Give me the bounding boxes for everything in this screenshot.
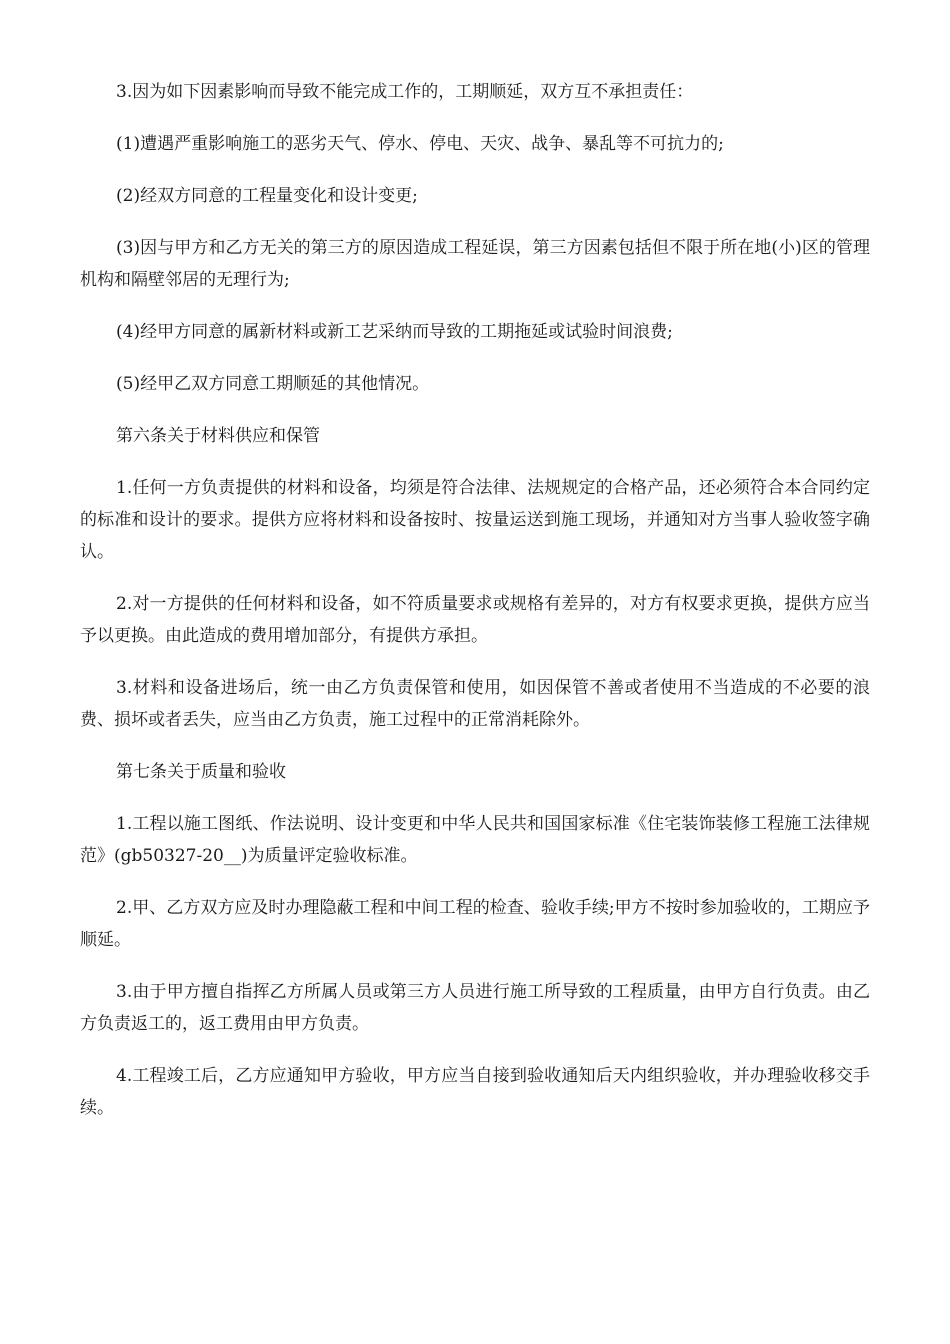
- article-7-clause-3: 3.由于甲方擅自指挥乙方所属人员或第三方人员进行施工所导致的工程质量，由甲方自行负责。由乙方负责返工的，返工费用由甲方负责。: [80, 982, 870, 1034]
- article-6-clause-3: 3.材料和设备进场后，统一由乙方负责保管和使用，如因保管不善或者使用不当造成的不必要的浪费、损坏或者丢失，应当由乙方负责，施工过程中的正常消耗除外。: [80, 678, 870, 730]
- document-body: [80, 76, 870, 1144]
- article-7-clause-2: 2.甲、乙方双方应及时办理隐蔽工程和中间工程的检查、验收手续;甲方不按时参加验收的，工期应予顺延。: [80, 898, 870, 950]
- item-2-design-change: (2)经双方同意的工程量变化和设计变更;: [116, 186, 418, 206]
- item-4-new-materials: (4)经甲方同意的属新材料或新工艺采纳而导致的工期拖延或试验时间浪费;: [116, 322, 673, 342]
- article-6-clause-1: 1.任何一方负责提供的材料和设备，均须是符合法律、法规规定的合格产品，还必须符合本合同约定的标准和设计的要求。提供方应将材料和设备按时、按量运送到施工现场，并通知对方当事人验收签字确认。: [80, 478, 870, 562]
- clause-3-delay-causes: 3.因为如下因素影响而导致不能完成工作的，工期顺延，双方互不承担责任：: [116, 82, 694, 102]
- article-6-clause-2: 2.对一方提供的任何材料和设备，如不符质量要求或规格有差异的，对方有权要求更换，提供方应当予以更换。由此造成的费用增加部分，有提供方承担。: [80, 594, 870, 646]
- article-7-clause-1: 1.工程以施工图纸、作法说明、设计变更和中华人民共和国国家标准《住宅装饰装修工程施工法律规范》(gb50327-20__)为质量评定验收标准。: [80, 814, 870, 866]
- item-5-other-cases: (5)经甲乙双方同意工期顺延的其他情况。: [116, 374, 430, 394]
- item-1-force-majeure: (1)遭遇严重影响施工的恶劣天气、停水、停电、天灾、战争、暴乱等不可抗力的;: [116, 134, 724, 154]
- article-7-heading: 第七条关于质量和验收: [116, 762, 286, 782]
- article-6-heading: 第六条关于材料供应和保管: [116, 426, 320, 446]
- article-7-clause-4: 4.工程竣工后，乙方应通知甲方验收，甲方应当自接到验收通知后天内组织验收，并办理验收移交手续。: [80, 1066, 870, 1118]
- item-3-third-party: (3)因与甲方和乙方无关的第三方的原因造成工程延误，第三方因素包括但不限于所在地(小)区的管理机构和隔壁邻居的无理行为;: [80, 238, 870, 290]
